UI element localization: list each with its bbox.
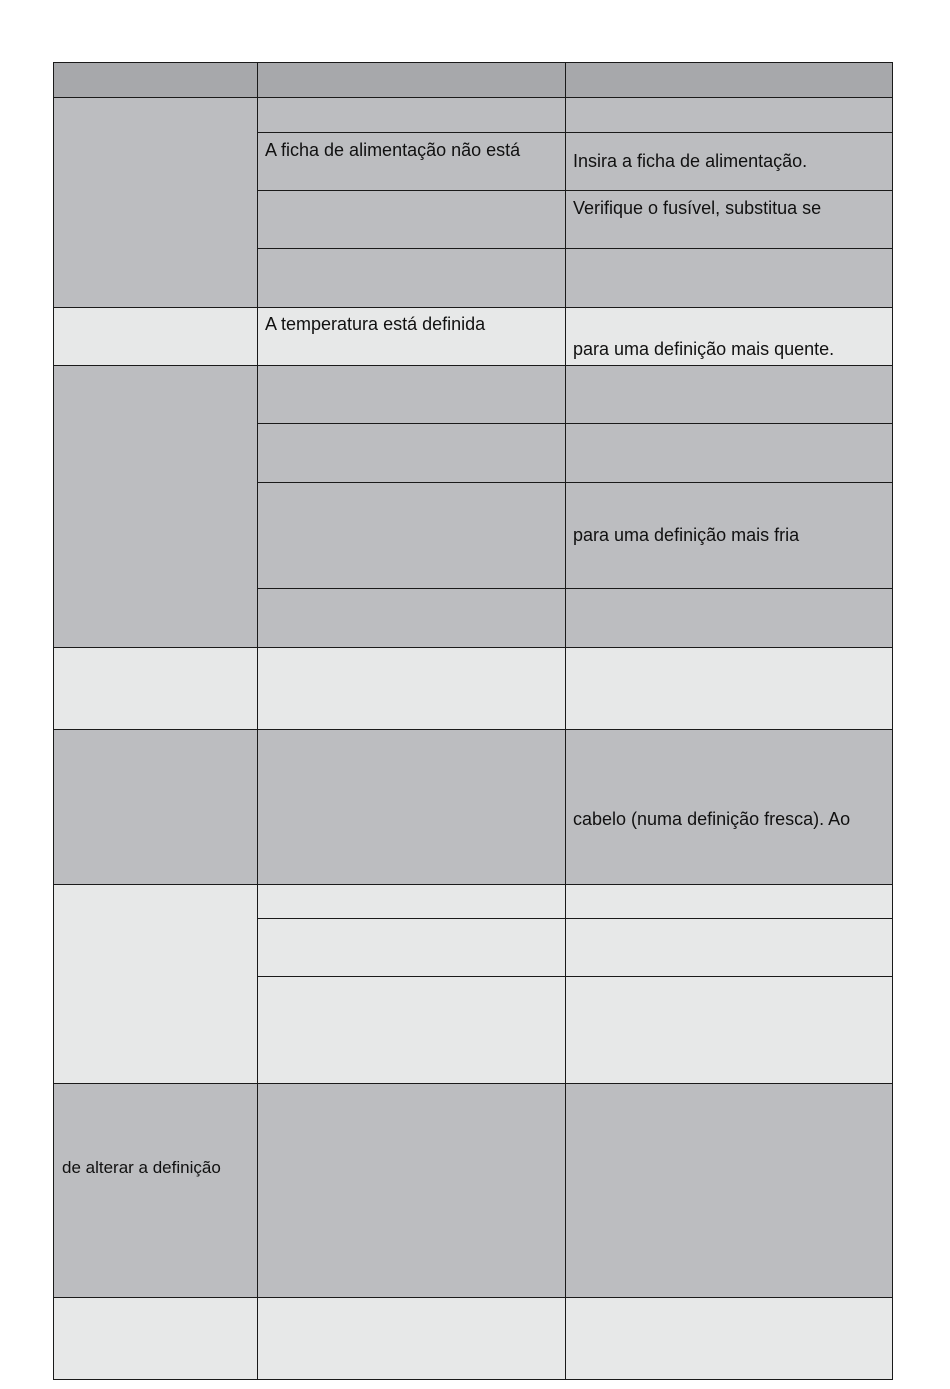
solution-cell-7 xyxy=(565,1083,893,1298)
solution-cell-1d xyxy=(565,248,893,308)
problem-cell-6 xyxy=(53,884,258,1084)
solution-cell-6b xyxy=(565,918,893,977)
cause-cell-3b xyxy=(257,423,566,483)
solution-text-warmer: para uma definição mais quente. xyxy=(573,339,835,359)
problem-cell-1 xyxy=(53,97,258,308)
table-header-cause xyxy=(257,62,566,98)
cause-cell-1a xyxy=(257,97,566,133)
table-header-solution xyxy=(565,62,893,98)
cause-cell-6c xyxy=(257,976,566,1084)
cause-cell-1c xyxy=(257,190,566,249)
solution-cell-1c xyxy=(565,190,893,249)
problem-cell-5 xyxy=(53,729,258,885)
solution-cell-3c xyxy=(565,482,893,589)
problem-text-change-setting: de alterar a definição xyxy=(62,1158,221,1177)
solution-text-colder: para uma definição mais fria xyxy=(573,525,800,545)
cause-cell-3a xyxy=(257,365,566,424)
cause-cell-1d xyxy=(257,248,566,308)
cause-cell-3d xyxy=(257,588,566,648)
solution-cell-6a xyxy=(565,884,893,919)
cause-text-temperature: A temperatura está definida xyxy=(265,314,486,334)
solution-cell-3b xyxy=(565,423,893,483)
problem-cell-3 xyxy=(53,365,258,648)
solution-cell-8 xyxy=(565,1297,893,1380)
solution-text-hair: cabelo (numa definição fresca). Ao xyxy=(573,809,851,829)
solution-cell-3a xyxy=(565,365,893,424)
solution-text-fuse: Verifique o fusível, substitua se xyxy=(573,198,822,218)
table-header-problem xyxy=(53,62,258,98)
problem-cell-7 xyxy=(53,1083,258,1298)
solution-cell-6c xyxy=(565,976,893,1084)
cause-cell-8 xyxy=(257,1297,566,1380)
cause-cell-6a xyxy=(257,884,566,919)
cause-cell-4 xyxy=(257,647,566,730)
problem-cell-2 xyxy=(53,307,258,366)
solution-cell-1b xyxy=(565,132,893,191)
problem-cell-4 xyxy=(53,647,258,730)
cause-cell-3c xyxy=(257,482,566,589)
solution-cell-2 xyxy=(565,307,893,366)
cause-cell-6b xyxy=(257,918,566,977)
cause-text-plug: A ficha de alimentação não está xyxy=(265,140,521,160)
cause-cell-7 xyxy=(257,1083,566,1298)
solution-cell-1a xyxy=(565,97,893,133)
solution-cell-3d xyxy=(565,588,893,648)
solution-text-insert-plug: Insira a ficha de alimentação. xyxy=(573,151,808,171)
cause-cell-5 xyxy=(257,729,566,885)
solution-cell-5 xyxy=(565,729,893,885)
problem-cell-8 xyxy=(53,1297,258,1380)
solution-cell-4 xyxy=(565,647,893,730)
cause-cell-2 xyxy=(257,307,566,366)
cause-cell-1b xyxy=(257,132,566,191)
